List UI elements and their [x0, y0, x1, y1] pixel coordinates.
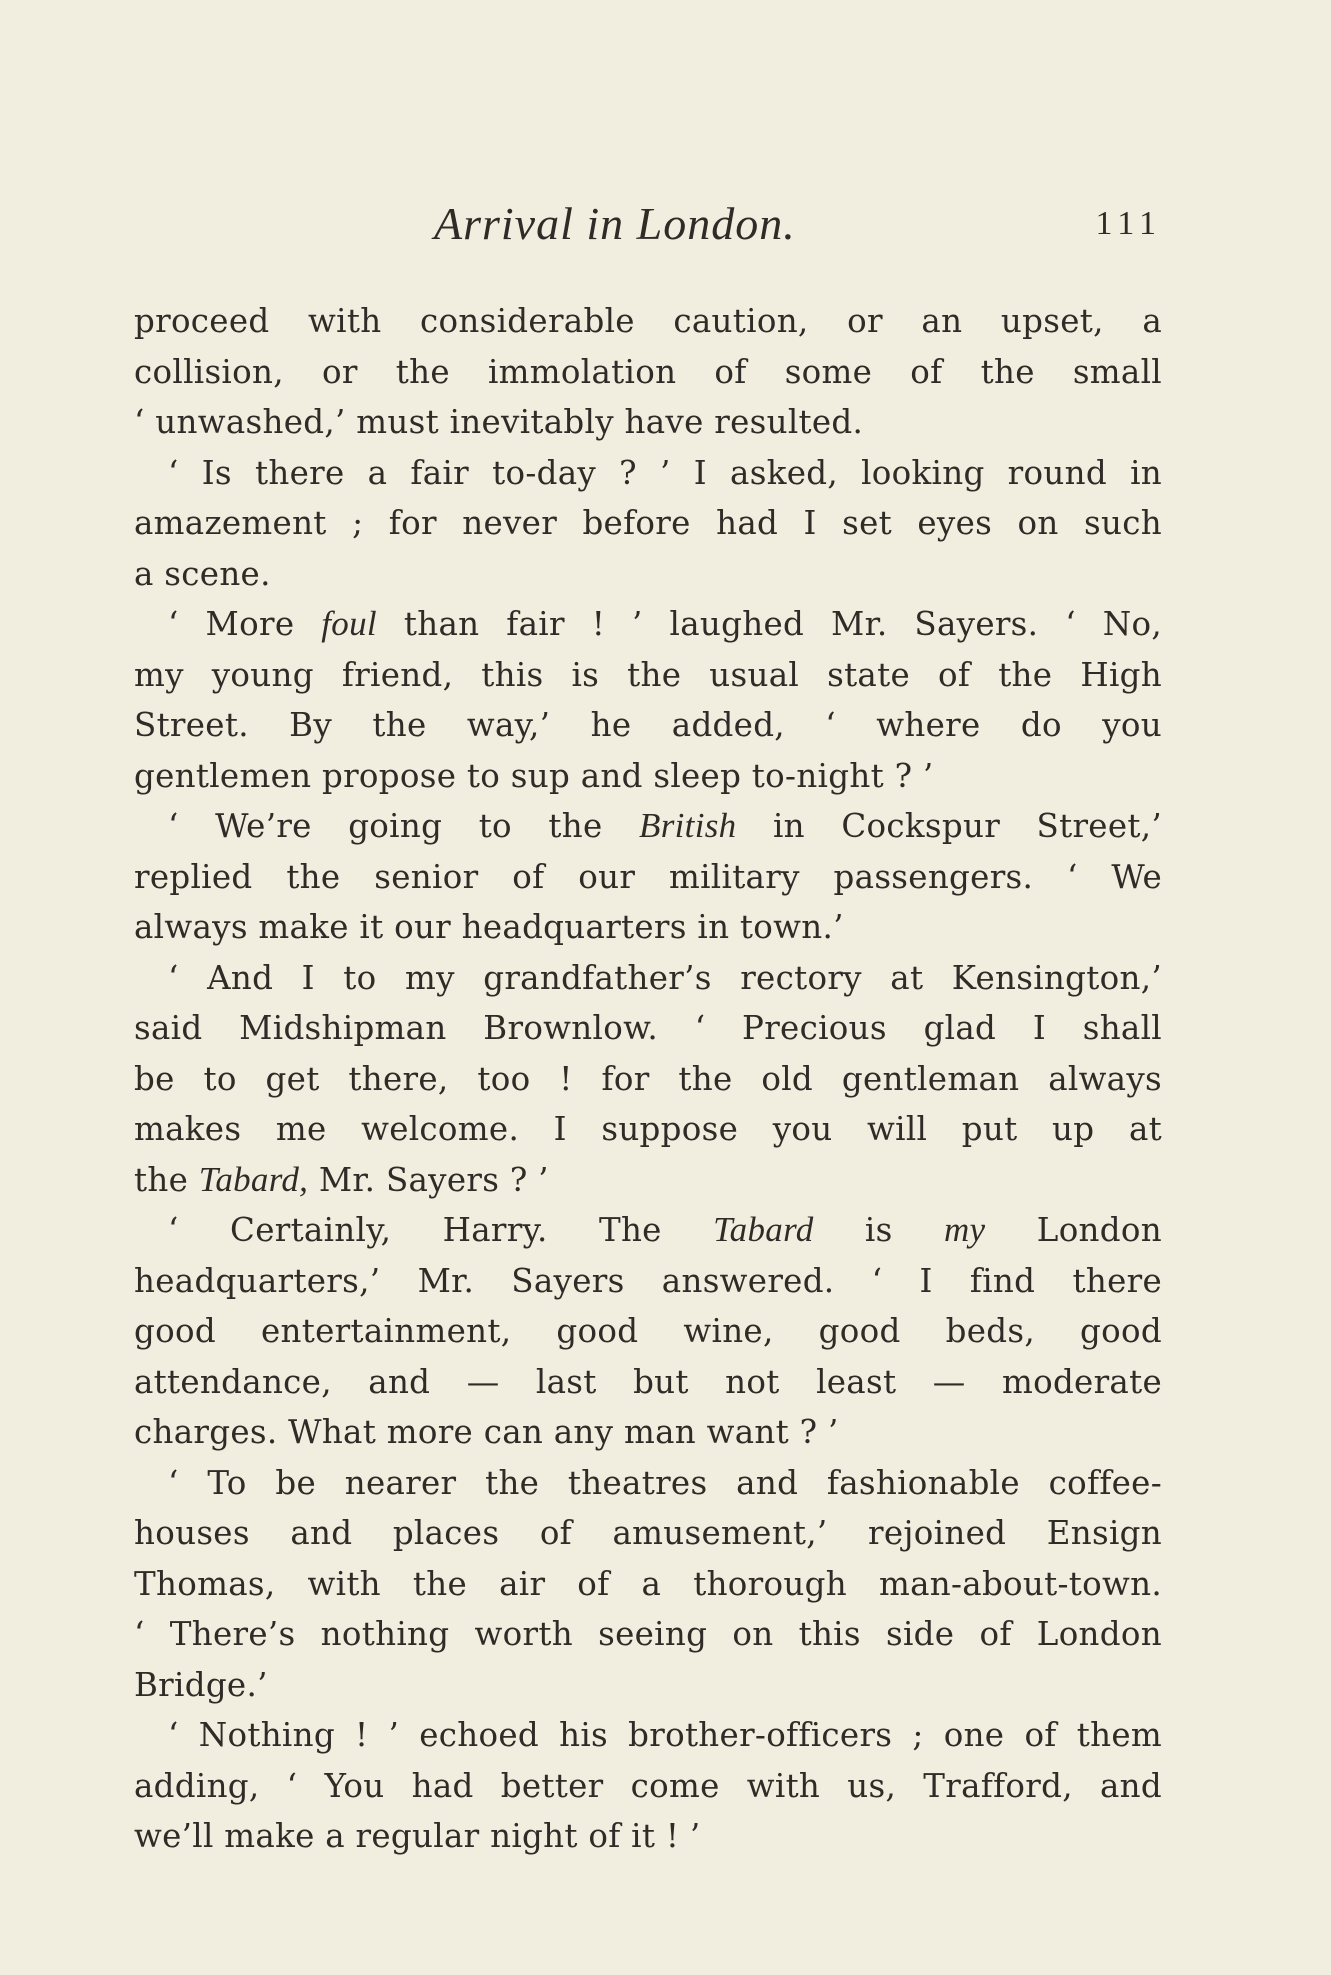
text-line: said Midshipman Brownlow. ‘ Precious glad I shall	[134, 1009, 1162, 1047]
text-line: replied the senior of our military passengers. ‘ We	[134, 857, 1162, 896]
text-line: my young friend, this is the usual state of the High	[134, 655, 1162, 694]
text-line: attendance, and — last but not least — moderate	[134, 1362, 1162, 1401]
text-line: a scene.	[134, 554, 271, 593]
text-line: collision, or the immolation of some of the small	[134, 352, 1162, 391]
italic-word: my	[943, 1210, 986, 1249]
text-line: ‘ Is there a fair to-day ? ’ I asked, looking round in	[168, 453, 1162, 492]
text-line: ‘ Certainly, Harry. The Tabard is my London	[168, 1210, 1162, 1249]
text-line: Street. By the way,’ he added, ‘ where do you	[134, 706, 1162, 744]
text-line: ‘ To be nearer the theatres and fashionable coffee-	[168, 1463, 1162, 1502]
text-line: amazement ; for never before had I set eyes on such	[134, 504, 1162, 542]
italic-word: Tabard	[713, 1210, 814, 1249]
text-line: good entertainment, good wine, good beds, good	[134, 1312, 1162, 1350]
text-line: we’ll make a regular night of it ! ’	[134, 1817, 701, 1855]
running-head	[134, 196, 1162, 252]
text-line: ‘ More foul than fair ! ’ laughed Mr. Sayers. ‘ No,	[168, 604, 1162, 643]
text-line: charges. What more can any man want ? ’	[134, 1413, 839, 1451]
text-line: Bridge.’	[134, 1665, 268, 1704]
italic-word: foul	[321, 604, 377, 643]
text-line: adding, ‘ You had better come with us, Trafford, and	[134, 1766, 1162, 1805]
text-line: be to get there, too ! for the old gentleman always	[134, 1059, 1162, 1098]
text-line: ‘ And I to my grandfather’s rectory at Kensington,’	[168, 958, 1162, 997]
text-line: houses and places of amusement,’ rejoined Ensign	[134, 1514, 1162, 1552]
italic-word: Tabard,	[198, 1159, 309, 1199]
body-text	[134, 296, 1162, 1862]
text-line: the Tabard, Mr. Sayers ? ’	[134, 1159, 549, 1199]
text-line: ‘ Nothing ! ’ echoed his brother-officers ; one of them	[168, 1716, 1162, 1754]
text-line: ‘ We’re going to the British in Cockspur Street,’	[168, 806, 1162, 845]
text-line: gentlemen propose to sup and sleep to-night ? ’	[134, 756, 934, 795]
running-title: Arrival in London.	[434, 198, 796, 249]
page-number: 111	[1095, 205, 1162, 242]
text-line: ‘ unwashed,’ must inevitably have resulted.	[134, 403, 864, 441]
text-line: headquarters,’ Mr. Sayers answered. ‘ I find there	[134, 1261, 1162, 1300]
text-line: ‘ There’s nothing worth seeing on this side of London	[134, 1615, 1162, 1653]
text-line: always make it our headquarters in town.’	[134, 908, 844, 946]
italic-word: British	[639, 806, 737, 845]
text-line: makes me welcome. I suppose you will put up at	[134, 1110, 1162, 1148]
text-line: Thomas, with the air of a thorough man-about-town.	[134, 1564, 1162, 1603]
text-line: proceed with considerable caution, or an upset, a	[134, 302, 1162, 340]
